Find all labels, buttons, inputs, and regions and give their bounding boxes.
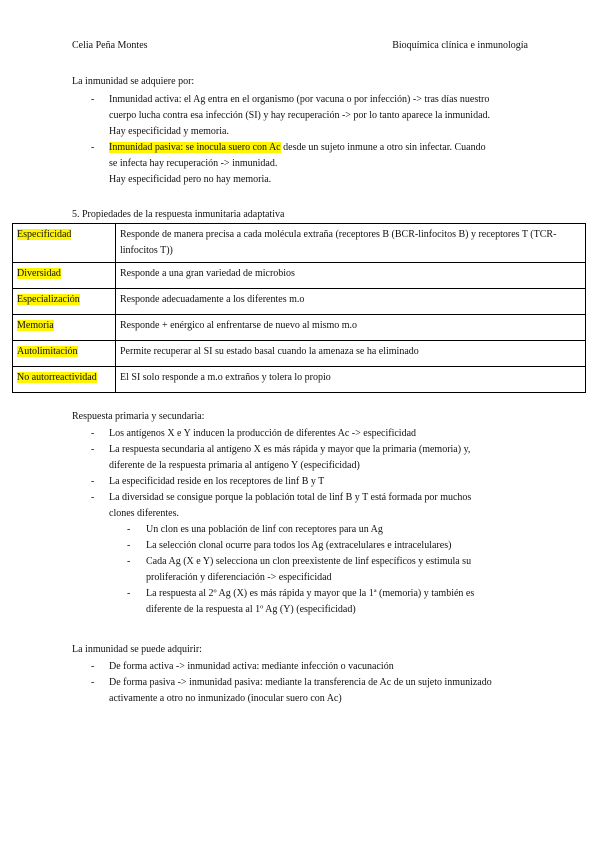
list-item: - De forma activa -> inmunidad activa: mediante infección o vacunación (72, 659, 522, 675)
table-row (13, 315, 586, 341)
property-name: Especialización (13, 289, 116, 315)
list-item: - La especificidad reside en los receptores de linf B y T (72, 474, 492, 490)
page-header (72, 38, 528, 54)
property-name: Autolimitación (13, 341, 116, 367)
section-title: 5. Propiedades de la respuesta inmunitaria adaptativa (72, 209, 285, 220)
line (109, 140, 542, 156)
text: desde un sujeto inmune a otro sin infectar. Cuando (280, 142, 486, 153)
list-item (72, 490, 492, 618)
acquisition-section (72, 642, 542, 707)
primary-secondary-response-section (72, 409, 542, 618)
acquisition-list (72, 659, 522, 707)
list-item: - De forma pasiva -> inmunidad pasiva: mediante la transferencia de Ac de un sujeto inmunizado activamente a otro no inmunizado (inocular suero con Ac) (72, 675, 522, 707)
sublist-item: - La respuesta al 2º Ag (X) es más rápida y mayor que la 1ª (memoria) y también es diferente de la respuesta al 1º Ag (Y) (especificidad) (109, 586, 479, 618)
list-item: - La respuesta secundaria al antígeno X es más rápida y mayor que la primaria (memoria) y, diferente de la respuesta primaria al antígeno Y (especificidad) (72, 442, 492, 474)
acquired-immunity-section (72, 74, 542, 188)
property-description: Responde de manera precisa a cada molécula extraña (receptores B (BCR-linfocitos B) y receptores T (TCR-linfocitos T)) (116, 224, 586, 263)
property-description: El SI solo responde a m.o extraños y tolera lo propio (116, 367, 586, 393)
property-description: Responde + enérgico al enfrentarse de nuevo al mismo m.o (116, 315, 586, 341)
properties-table (12, 223, 586, 393)
table-row (13, 263, 586, 289)
clone-sublist (109, 522, 479, 618)
property-description: Responde adecuadamente a los diferentes m.o (116, 289, 586, 315)
sublist-item: - Un clon es una población de linf con receptores para un Ag (109, 522, 479, 538)
table-row (13, 289, 586, 315)
section-intro: La inmunidad se adquiere por: (72, 76, 195, 87)
line: Hay especificidad pero no hay memoria. (109, 174, 272, 185)
list-item (72, 140, 542, 188)
property-name: Memoria (13, 315, 116, 341)
line: cuerpo lucha contra esa infección (SI) y hay recuperación -> por lo tanto aparece la inmunidad. (109, 110, 491, 121)
list-item (72, 92, 542, 140)
author-name: Celia Peña Montes (72, 40, 148, 51)
line: se infecta hay recuperación -> inmunidad. (109, 158, 278, 169)
property-description: Permite recuperar al SI su estado basal cuando la amenaza se ha eliminado (116, 341, 586, 367)
property-name: Especificidad (13, 224, 116, 263)
property-description: Responde a una gran variedad de microbios (116, 263, 586, 289)
table-row (13, 224, 586, 263)
response-list (72, 426, 492, 618)
list-item: - Los antígenos X e Y inducen la producción de diferentes Ac -> especificidad (72, 426, 492, 442)
immunity-type-list (72, 92, 542, 188)
table-row (13, 367, 586, 393)
property-name: Diversidad (13, 263, 116, 289)
section-intro: La inmunidad se puede adquirir: (72, 644, 202, 655)
line: Hay especificidad y memoria. (109, 126, 229, 137)
section-intro: Respuesta primaria y secundaria: (72, 411, 205, 422)
subject-name: Bioquímica clínica e inmunología (392, 40, 528, 51)
sublist-item: - La selección clonal ocurre para todos los Ag (extracelulares e intracelulares) (109, 538, 479, 554)
line: - Inmunidad activa: el Ag entra en el organismo (por vacuna o por infección) -> tras días nuestro (109, 94, 490, 105)
property-name: No autorreactividad (13, 367, 116, 393)
highlighted-text: Inmunidad pasiva: se inocula suero con Ac (109, 142, 281, 153)
sublist-item: - Cada Ag (X e Y) selecciona un clon preexistente de linf específicos y estimula su proliferación y diferenciación -> especificidad (109, 554, 479, 586)
text: - La diversidad se consigue porque la población total de linf B y T está formada por muchos clones diferentes. (109, 492, 472, 519)
table-row (13, 341, 586, 367)
